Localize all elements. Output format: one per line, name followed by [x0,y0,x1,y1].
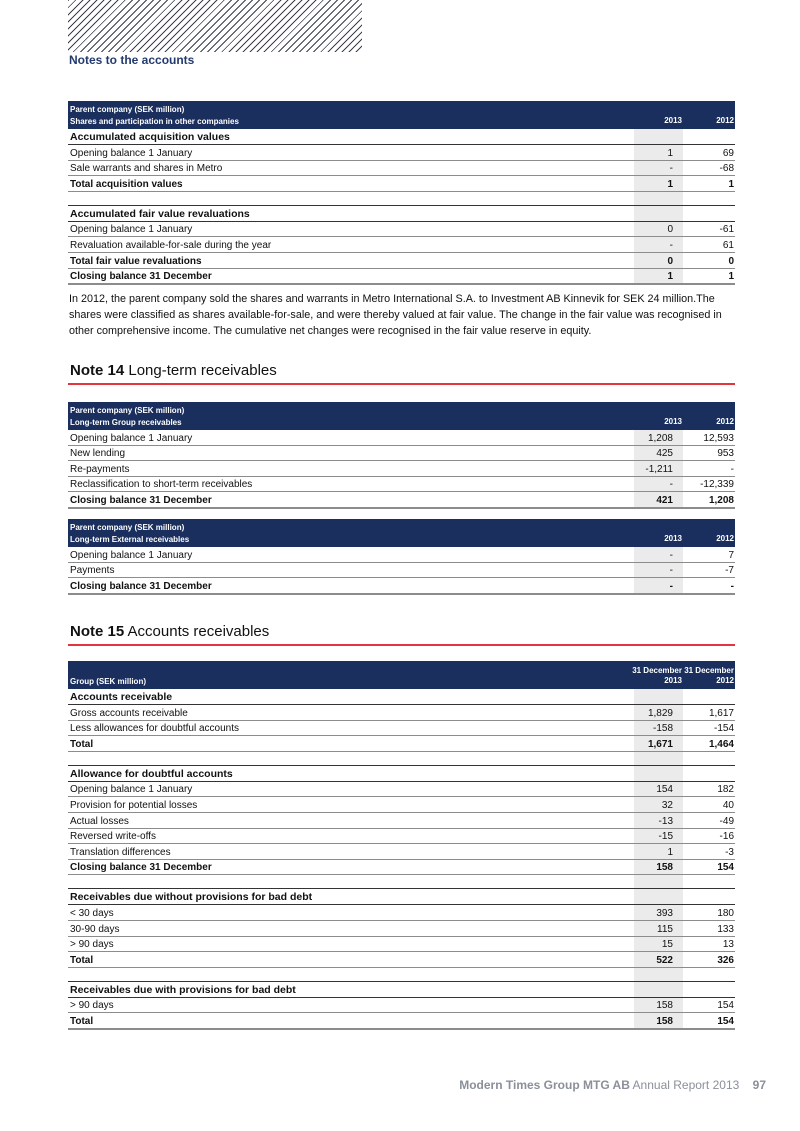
table-row-closing: Closing balance 31 December 158 154 [68,860,735,876]
note-title: Accounts receivables [127,623,270,640]
group-heading: Receivables due without provisions for bad debt [68,889,735,905]
group-heading: Accumulated acquisition values [68,129,735,145]
table-row: Re-payments -1,211 - [68,461,735,477]
long-term-external-receivables-table [68,519,735,595]
table-row: Reversed write-offs -15 -16 [68,829,735,845]
table-row-total: Total 522 326 [68,952,735,968]
table-row: Less allowances for doubtful accounts -158 -154 [68,721,735,737]
page-number: 97 [752,1078,766,1092]
group-heading: Receivables due with provisions for bad debt [68,982,735,998]
shares-participation-table [68,101,735,285]
table-row: New lending 425 953 [68,446,735,462]
row-spacer [68,752,735,766]
note-number: Note 15 [70,623,125,640]
table-row: Opening balance 1 January 1 69 [68,145,735,161]
note-number: Note 14 [70,362,125,379]
table-header-subtitle: Long-term External receivables [70,535,190,544]
row-spacer [68,968,735,982]
table-row: Opening balance 1 January 0 -61 [68,222,735,238]
table-row: Revaluation available-for-sale during the year - 61 [68,237,735,253]
table-header [68,661,735,689]
table-row: Payments - -7 [68,563,735,579]
table-header [68,519,735,547]
column-2013: 2013 [664,116,682,125]
note-15-heading [70,623,269,640]
table-row: Opening balance 1 January 1,208 12,593 [68,430,735,446]
note-divider [68,644,735,646]
table-row-total: Total 158 154 [68,1013,735,1030]
table-header [68,101,735,129]
table-row-total: Total 1,671 1,464 [68,736,735,752]
note-title: Long-term receivables [128,362,277,379]
column-2013: 31 December 2013 [632,666,682,685]
table-row-total: Total acquisition values 1 1 [68,176,735,192]
column-2013: 2013 [664,534,682,543]
note-14-heading [70,362,277,379]
table-header-subtitle: Shares and participation in other companies [70,117,239,126]
table-row: < 30 days 393 180 [68,905,735,921]
table-row-closing: Closing balance 31 December 421 1,208 [68,492,735,509]
table-header-title: Group (SEK million) [70,677,146,686]
group-heading: Accumulated fair value revaluations [68,206,735,222]
table-header-title: Parent company (SEK million) [70,523,185,532]
table-header-title: Parent company (SEK million) [70,406,185,415]
table-header [68,402,735,430]
accounts-receivable-table [68,661,735,1030]
table-row: > 90 days 158 154 [68,998,735,1014]
footer-report: Annual Report 2013 [632,1078,740,1092]
column-2013: 2013 [664,417,682,426]
row-spacer [68,192,735,206]
explanatory-paragraph: In 2012, the parent company sold the shares and warrants in Metro International S.A. to Investment AB Kinnevik for SEK 24 million.The shares were classified as shares available-for-sale, and were thereby valued at fair value. The change in the fair value was recognised in other comprehensive income. The cumulative net changes were recognised in the fair value reserve in equity. [69,293,722,337]
group-heading: Allowance for doubtful accounts [68,766,735,782]
table-row-closing: Closing balance 31 December - - [68,578,735,595]
footer-company: Modern Times Group MTG AB [459,1078,630,1092]
long-term-group-receivables-table [68,402,735,509]
table-row: 30-90 days 115 133 [68,921,735,937]
decorative-hatch-pattern [68,0,362,52]
row-spacer [68,875,735,889]
table-row: Sale warrants and shares in Metro - -68 [68,161,735,177]
table-row: Opening balance 1 January - 7 [68,547,735,563]
group-heading: Accounts receivable [68,689,735,705]
table-row: Reclassification to short-term receivables - -12,339 [68,477,735,493]
table-row: Gross accounts receivable 1,829 1,617 [68,705,735,721]
column-2012: 31 December 2012 [684,666,734,685]
column-2012: 2012 [716,417,734,426]
column-2012: 2012 [716,534,734,543]
table-row-total: Total fair value revaluations 0 0 [68,253,735,269]
page-footer [459,1078,766,1092]
section-title: Notes to the accounts [69,53,195,67]
table-row-closing: Closing balance 31 December 1 1 [68,269,735,286]
table-row: Opening balance 1 January 154 182 [68,782,735,798]
column-2012: 2012 [716,116,734,125]
note-divider [68,383,735,385]
table-row: > 90 days 15 13 [68,937,735,953]
table-header-title: Parent company (SEK million) [70,105,185,114]
table-row: Actual losses -13 -49 [68,813,735,829]
table-header-subtitle: Long-term Group receivables [70,418,182,427]
table-row: Translation differences 1 -3 [68,844,735,860]
table-row: Provision for potential losses 32 40 [68,797,735,813]
